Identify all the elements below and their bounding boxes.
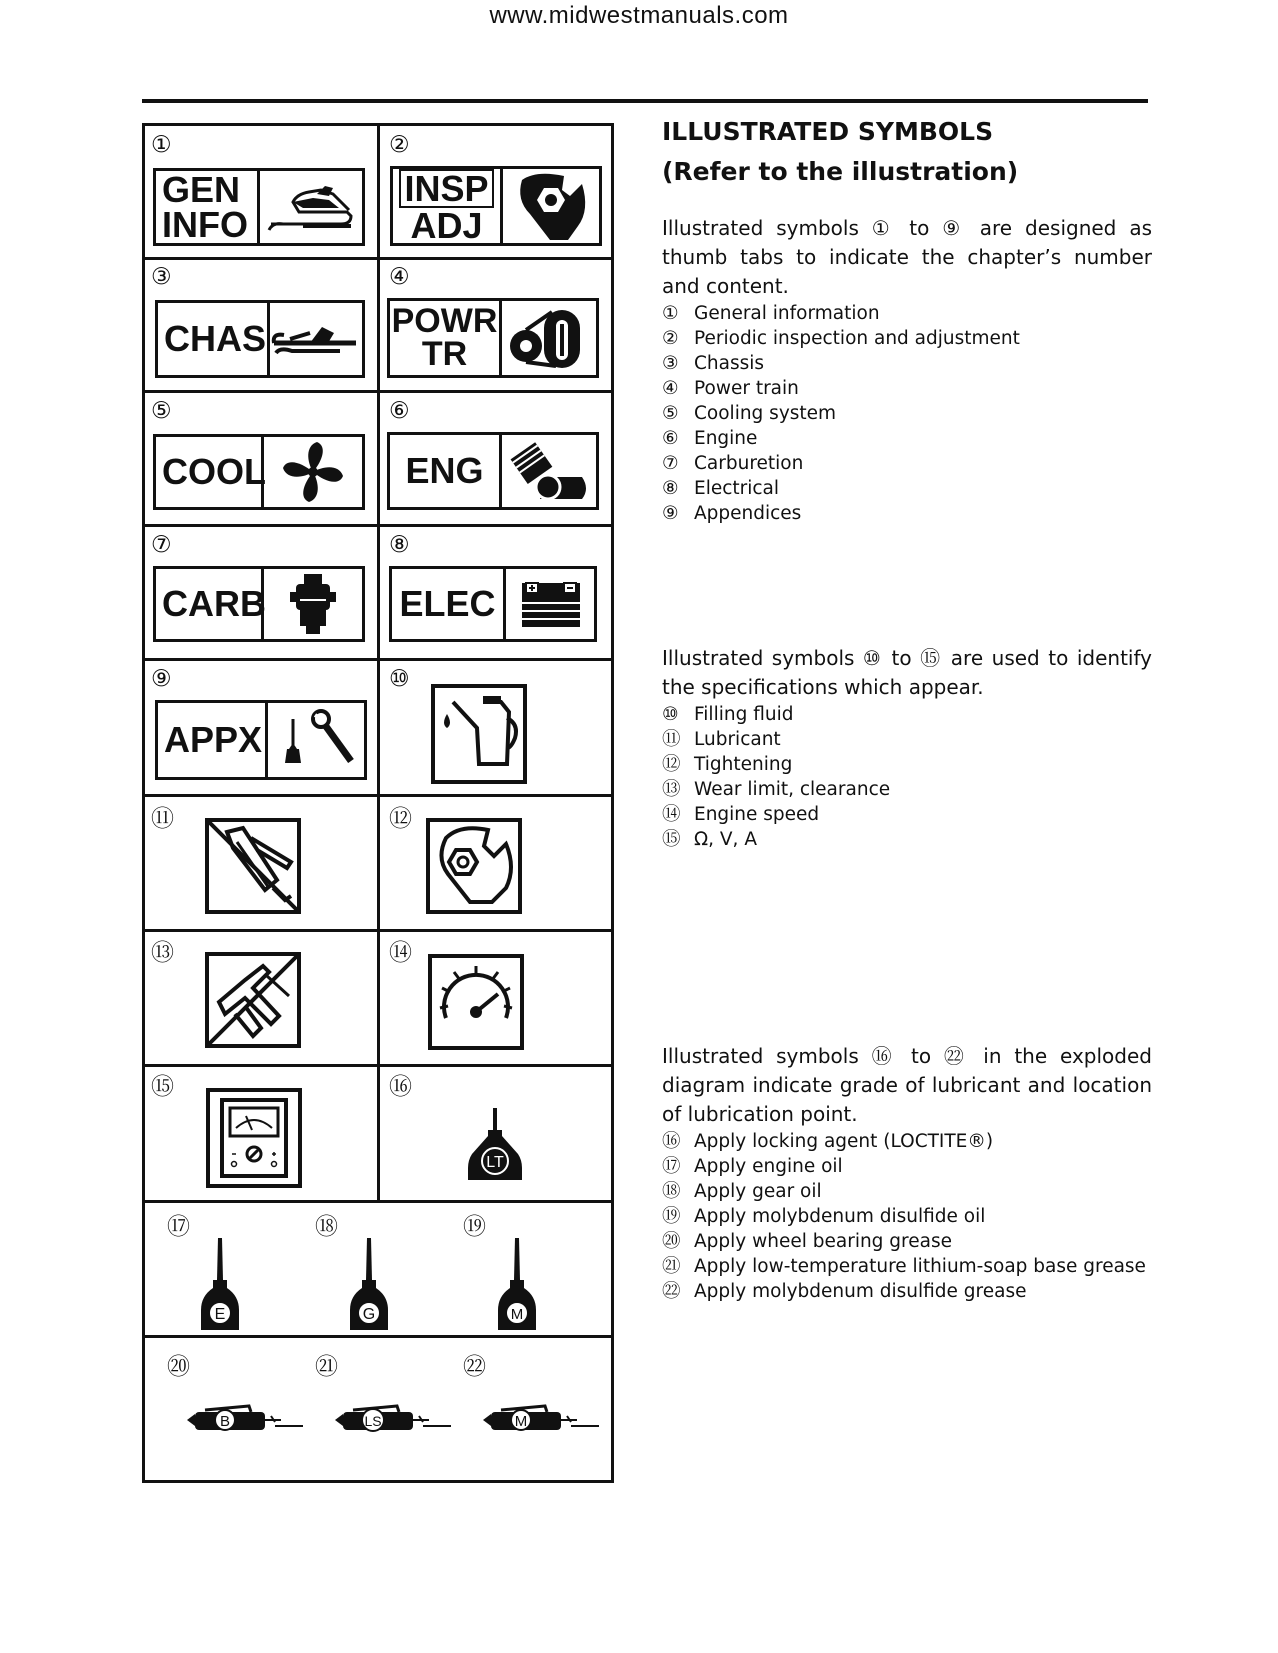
item-label: Apply engine oil [694,1156,843,1177]
thumb-tab-general-information [153,168,365,246]
grid-divider [145,1200,611,1203]
grid-divider [145,658,611,661]
item-label: Apply molybdenum disulfide oil [694,1206,986,1227]
list-item [662,827,1152,852]
symbol-list [662,1129,1152,1304]
item-number: ⑪ [662,729,681,750]
multimeter-icon [206,1088,302,1193]
symbol-list [662,301,1152,526]
item-label: Lubricant [694,729,781,750]
list-item [662,351,1152,376]
symbol-number: ⑬ [151,940,174,966]
list-item [662,777,1152,802]
molybdenum-oil-bottle-icon [494,1236,540,1337]
group-intro: Illustrated symbols ⑯ to ㉒ in the exploded diagram indicate grade of lubricant and location of lubrication point. [662,1044,1152,1126]
list-item [662,752,1152,777]
tools-icon [268,703,364,777]
symbol-number: ③ [151,264,172,290]
item-number: ⑳ [662,1231,681,1252]
list-item [662,802,1152,827]
item-number: ㉑ [662,1256,681,1277]
symbol-number: ⑪ [151,806,174,832]
list-item [662,1129,1152,1154]
item-label: Apply wheel bearing grease [694,1231,952,1252]
item-number: ⑧ [662,478,679,499]
list-item [662,1279,1152,1304]
symbol-number: ⑮ [151,1074,174,1100]
symbol-list [662,702,1152,852]
bottle-letter: G [362,1306,376,1323]
item-label: Chassis [694,353,765,374]
lithium-soap-grease-gun-icon [333,1402,453,1443]
item-number: ⑰ [662,1156,681,1177]
symbol-number: ⑲ [463,1214,486,1240]
group-chapter-tabs [662,214,1152,526]
item-label: General information [694,303,880,324]
thumb-tab-power-train [387,298,599,378]
tab-label-line: GEN [162,168,241,210]
tab-label [158,703,268,777]
fan-icon [264,437,362,507]
item-label: Wear limit, clearance [694,779,891,800]
tab-label [156,437,264,507]
thumb-tab-chassis [155,300,365,378]
item-number: ① [662,303,679,324]
item-label: Filling fluid [694,704,794,725]
section-heading [662,112,1152,192]
list-item [662,1254,1152,1279]
symbol-number: ⑯ [389,1074,412,1100]
symbol-number: ② [389,132,410,158]
item-number: ③ [662,353,679,374]
symbol-number: ⑦ [151,532,172,558]
carburetor-icon [264,569,362,639]
grease-letter: B [219,1413,231,1430]
nut-wrench-icon [503,169,599,243]
tab-label-line: INFO [162,204,248,245]
group-lubrication [662,1042,1152,1304]
symbol-number: ⑤ [151,398,172,424]
bottle-letter: LT [486,1154,504,1171]
grid-divider [145,929,611,932]
list-item [662,1154,1152,1179]
snowmobile-icon [260,171,362,243]
item-number: ⑲ [662,1206,681,1227]
tab-label-line: POWR [391,301,498,340]
item-number: ⑯ [662,1131,681,1152]
symbol-number: ⑭ [389,940,412,966]
item-number: ㉒ [662,1281,681,1302]
tab-label [392,569,506,639]
item-label: Cooling system [694,403,837,424]
symbol-number: ⑫ [389,806,412,832]
item-label: Apply gear oil [694,1181,822,1202]
symbol-number: ⑰ [167,1214,190,1240]
list-item [662,501,1152,526]
wheel-bearing-grease-gun-icon [185,1402,305,1443]
tab-label-line: CARB [162,583,266,625]
item-label: Apply low-temperature lithium-soap base grease [694,1256,1146,1277]
symbol-number: ⑱ [315,1214,338,1240]
item-label: Appendices [694,503,802,524]
battery-icon [506,569,594,639]
item-label: Electrical [694,478,780,499]
piston-icon [502,435,596,507]
item-label: Engine speed [694,804,820,825]
locking-agent-bottle-icon [460,1106,530,1187]
tab-label [158,303,270,375]
site-url: www.midwestmanuals.com [489,2,789,29]
group-intro: Illustrated symbols ⑩ to ⑮ are used to identify the specifications which appear. [662,646,1152,699]
tab-label [390,301,502,375]
list-item [662,727,1152,752]
tab-label-line: CHAS [164,318,267,360]
group-specifications [662,644,1152,852]
item-number: ⑭ [662,804,681,825]
thumb-tab-appendices [155,700,367,780]
list-item [662,1204,1152,1229]
symbol-number: ⑥ [389,398,410,424]
tab-label [156,168,260,245]
engine-oil-bottle-icon [197,1236,243,1337]
item-label: Periodic inspection and adjustment [694,328,1020,349]
tab-label-line: APPX [164,719,263,761]
section-title: ILLUSTRATED SYMBOLS [662,117,994,146]
item-number: ④ [662,378,679,399]
tab-label-line: COOL [162,451,266,493]
grease-letter: LS [364,1413,382,1429]
molybdenum-grease-gun-icon [481,1402,601,1443]
item-label: Power train [694,378,799,399]
item-label: Apply molybdenum disulfide grease [694,1281,1027,1302]
thumb-tab-carburetion [153,566,365,642]
item-label: Carburetion [694,453,804,474]
list-item [662,1229,1152,1254]
item-number: ⑦ [662,453,679,474]
thumb-tab-cooling-system [153,434,365,510]
item-label: Ω, V, A [694,829,757,850]
symbol-number: ④ [389,264,410,290]
item-number: ⑱ [662,1181,681,1202]
group-intro: Illustrated symbols ① to ⑨ are designed as thumb tabs to indicate the chapter’s number and content. [662,216,1152,298]
tab-label-line: ADJ [410,205,483,246]
thumb-tab-engine [387,432,599,510]
wrench-icon [426,818,522,919]
list-item [662,476,1152,501]
list-item [662,426,1152,451]
bottle-letter: E [214,1306,226,1323]
gear-oil-bottle-icon [346,1236,392,1337]
grease-letter: M [514,1413,528,1430]
list-item [662,702,1152,727]
item-number: ⑮ [662,829,681,850]
symbol-grid [142,123,614,1483]
symbol-number: ⑳ [167,1354,190,1380]
list-item [662,1179,1152,1204]
list-item [662,401,1152,426]
section-subtitle: (Refer to the illustration) [662,157,1019,186]
tachometer-icon [428,954,524,1055]
list-item [662,376,1152,401]
caliper-icon [205,952,301,1053]
tab-label-line: ENG [405,450,484,492]
symbol-number: ㉒ [463,1354,486,1380]
thumb-tab-inspection-adjustment [390,166,602,246]
item-number: ⑥ [662,428,679,449]
item-number: ⑫ [662,754,681,775]
symbol-number: ⑨ [151,666,172,692]
tab-label-line: INSP [399,169,493,208]
oil-can-icon [431,684,527,789]
list-item [662,451,1152,476]
drive-belt-icon [502,301,596,375]
list-item [662,326,1152,351]
symbol-number: ① [151,132,172,158]
tab-label [156,569,264,639]
item-label: Engine [694,428,758,449]
item-label: Tightening [694,754,793,775]
top-rule [142,99,1148,103]
tab-label [393,167,503,246]
ski-chassis-icon [270,303,362,375]
item-number: ⑨ [662,503,679,524]
grid-divider [145,257,611,260]
item-number: ⑩ [662,704,679,725]
thumb-tab-electrical [389,566,597,642]
grease-gun-icon [205,818,301,919]
tab-label-line: TR [421,335,468,373]
item-number: ⑤ [662,403,679,424]
grid-divider-vertical [377,126,380,1203]
grid-divider [145,524,611,527]
grid-divider [145,794,611,797]
symbol-number: ㉑ [315,1354,338,1380]
grid-divider [145,390,611,393]
grid-divider [145,1064,611,1067]
item-label: Apply locking agent (LOCTITE®) [694,1131,994,1152]
symbol-number: ⑩ [389,666,410,692]
tab-label-line: ELEC [399,583,496,625]
item-number: ⑬ [662,779,681,800]
tab-label [390,435,502,507]
item-number: ② [662,328,679,349]
bottle-letter: M [510,1306,524,1323]
list-item [662,301,1152,326]
symbol-number: ⑧ [389,532,410,558]
